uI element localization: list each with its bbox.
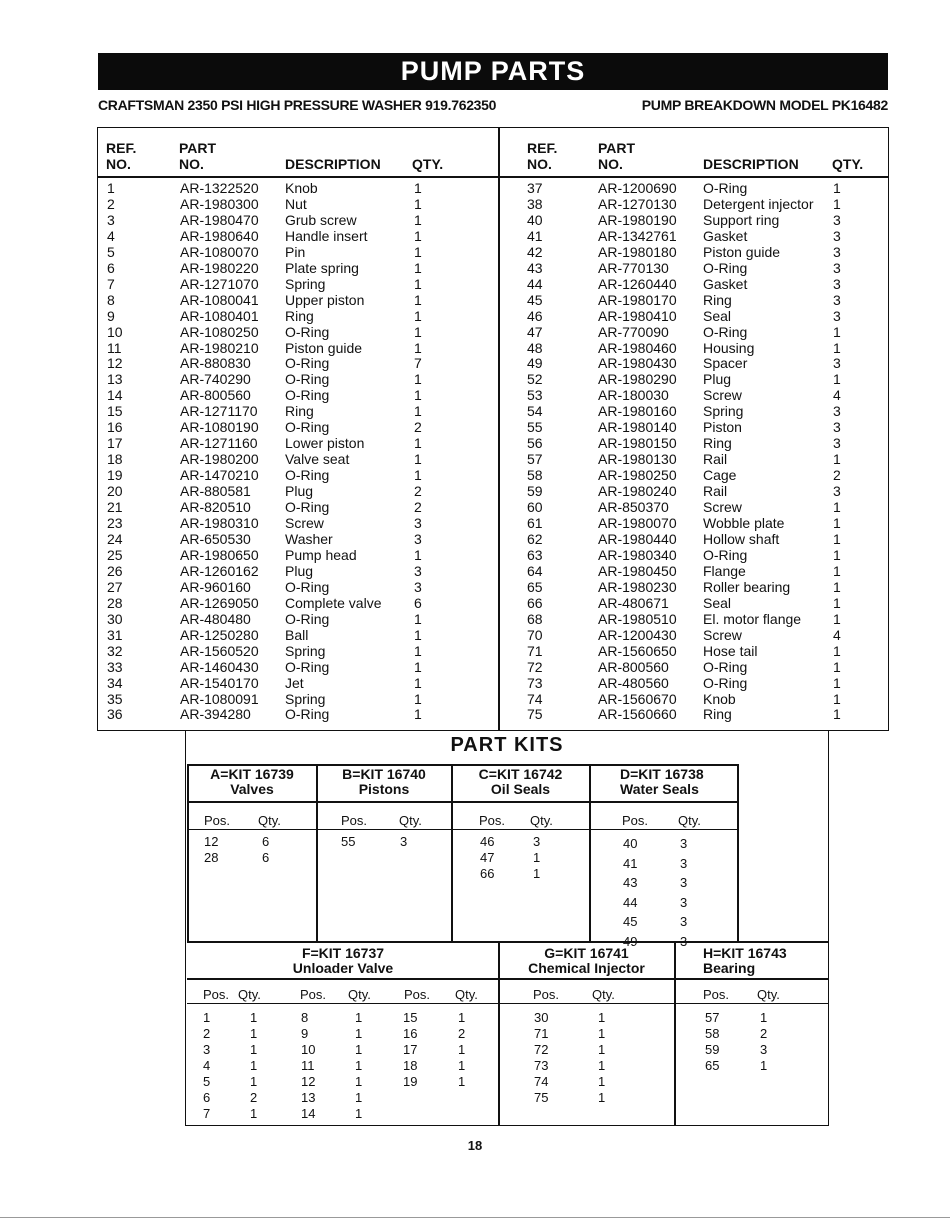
part-kits-title: PART KITS [450,734,564,756]
kit-f-qty-2: 1 1 1 1 1 1 1 [355,1010,363,1121]
kit-c-qty-label: Qty. [530,813,553,828]
model-subtitle: PUMP BREAKDOWN MODEL PK16482 [641,97,888,113]
header-ref-bottom: NO. [527,156,552,172]
kit-a-qty: 6 6 [262,834,270,865]
kit-d-pos: 40 41 43 44 45 49 [623,836,638,949]
kit-c-pos-label: Pos. [479,813,506,828]
kit-g-desc: Chemical Injector [528,960,645,976]
kit-h-qty: 1 2 3 1 [760,1010,768,1073]
kit-g-qty-label: Qty. [592,987,615,1002]
kit-h-name: H=KIT 16743 [703,945,787,961]
kit-a-header [188,767,316,797]
kit-h-qty-label: Qty. [757,987,780,1002]
kit-d-qty-label: Qty. [678,813,701,828]
kit-g-name: G=KIT 16741 [544,945,629,961]
kit-h-pos-label: Pos. [703,987,730,1002]
kit-f-pos-label-2: Pos. [300,987,327,1002]
kit-a-pos-label: Pos. [204,813,231,828]
kit-b-qty: 3 [400,834,408,849]
kit-h-desc: Bearing [703,960,756,976]
header-part-bottom: NO. [598,156,623,172]
kit-h-pos: 57 58 59 65 [705,1010,720,1073]
desc-column-left: Knob Nut Grub screw Handle insert Pin Plate spring Spring Upper piston Ring O-Ring Piston guide O-Ring O-Ring O-Ring Ring O-Ring Lower piston Valve seat O-Ring Plug O-Ring Screw Washer Pump head Plug O-Ring Complete valve O-Ring Ball Spring O-Ring Jet Spring O-Ring [285,180,382,723]
kit-d-qty: 3 3 3 3 3 3 [680,836,688,949]
page-title: PUMP PARTS [400,56,586,86]
kit-f-qty-1: 1 1 1 1 1 2 1 [250,1010,258,1121]
parts-header-rule-left [97,176,499,178]
kit-g-pos: 30 71 72 73 74 75 [534,1010,549,1105]
parts-table-divider [498,127,500,731]
header-ref-right [527,140,557,172]
header-part-right [598,140,635,172]
kit-a-name: A=KIT 16739 [210,766,294,782]
header-qty-right: QTY. [832,156,864,172]
kit-c-pos: 46 47 66 [480,834,495,881]
page-number: 18 [467,1138,483,1153]
kit-g-qty: 1 1 1 1 1 1 [598,1010,606,1105]
kit-f-pos-label-1: Pos. [203,987,230,1002]
qty-column-left: 1 1 1 1 1 1 1 1 1 1 1 7 1 1 1 2 1 1 1 2 2 3 3 1 3 3 6 1 1 1 1 1 1 1 [414,180,422,723]
header-part-top: PART [179,140,217,156]
part-column-right: AR-1200690 AR-1270130 AR-1980190 AR-1342761 AR-1980180 AR-770130 AR-1260440 AR-1980170 AR-1980410 AR-770090 AR-1980460 AR-1980430 AR-1980290 AR-180030 AR-1980160 AR-1980140 AR-1980150 AR-1980130 AR-1980250 AR-1980240 AR-850370 AR-1980070 AR-1980440 AR-1980340 AR-1980450 AR-1980230 AR-480671 AR-1980510 AR-1200430 AR-1560650 AR-800560 AR-480560 AR-1560670 AR-1560660 [598,180,677,723]
kit-d-header [590,767,737,797]
kit-f-pos-2: 8 9 10 11 12 13 14 [301,1010,316,1121]
kit-b-name: B=KIT 16740 [342,766,426,782]
kit-f-pos-label-3: Pos. [404,987,431,1002]
qty-column-right: 1 1 3 3 3 3 3 3 3 1 1 3 1 4 3 3 3 1 2 3 1 1 1 1 1 1 1 1 4 1 1 1 1 1 [833,180,841,723]
header-ref-top: REF. [527,140,558,156]
kits-middle-rule [187,941,829,943]
ref-column-right: 37 38 40 41 42 43 44 45 46 47 48 49 52 53 54 55 56 57 58 59 60 61 62 63 64 65 66 68 70 71 72 73 74 75 [527,180,543,723]
kit-f-qty-label-1: Qty. [238,987,261,1002]
kit-b-desc: Pistons [358,781,410,797]
kit-b-pos: 55 [341,834,356,849]
product-subtitle: CRAFTSMAN 2350 PSI HIGH PRESSURE WASHER 919.762350 [98,97,497,113]
kit-a-pos: 12 28 [204,834,219,865]
kit-f-header [188,946,498,976]
kit-b-qty-label: Qty. [399,813,422,828]
kit-a-desc: Valves [230,781,274,797]
header-ref-top: REF. [106,140,137,156]
kits-header-rule [187,801,737,803]
header-part-top: PART [598,140,636,156]
kit-b-header [317,767,451,797]
part-column-left: AR-1322520 AR-1980300 AR-1980470 AR-1980640 AR-1080070 AR-1980220 AR-1271070 AR-1080041 AR-1080401 AR-1080250 AR-1980210 AR-880830 AR-740290 AR-800560 AR-1271170 AR-1080190 AR-1271160 AR-1980200 AR-1470210 AR-880581 AR-820510 AR-1980310 AR-650530 AR-1980650 AR-1260162 AR-960160 AR-1269050 AR-480480 AR-1250280 AR-1560520 AR-1460430 AR-1540170 AR-1080091 AR-394280 [180,180,259,723]
header-part-bottom: NO. [179,156,204,172]
kits-subheader-rule [187,829,737,830]
kit-f-qty-3: 1 2 1 1 1 [458,1010,466,1089]
kit-f-qty-label-2: Qty. [348,987,371,1002]
kit-f-desc: Unloader Valve [292,960,394,976]
header-ref-left [106,140,136,172]
kit-c-name: C=KIT 16742 [478,766,563,782]
header-qty-left: QTY. [412,156,444,172]
ref-column-left: 1 2 3 4 5 6 7 8 9 10 11 12 13 14 15 16 17 18 19 20 21 23 24 25 26 27 28 30 31 32 33 34 35 36 [107,180,123,723]
kits-vline [737,764,739,942]
kit-g-pos-label: Pos. [533,987,560,1002]
header-part-left [179,140,216,172]
kit-g-header [499,946,674,976]
kit-f-pos-3: 15 16 17 18 19 [403,1010,418,1089]
kit-d-desc: Water Seals [620,781,699,797]
header-ref-bottom: NO. [106,156,131,172]
kit-d-pos-label: Pos. [622,813,649,828]
kit-c-qty: 3 1 1 [533,834,541,881]
kit-f-pos-1: 1 2 3 4 5 6 7 [203,1010,211,1121]
kits-bottom-subheader-rule [187,1003,829,1004]
desc-column-right: O-Ring Detergent injector Support ring Gasket Piston guide O-Ring Gasket Ring Seal O-Ring Housing Spacer Plug Screw Spring Piston Ring Rail Cage Rail Screw Wobble plate Hollow shaft O-Ring Flange Roller bearing Seal El. motor flange Screw Hose tail O-Ring O-Ring Knob Ring [703,180,814,723]
kits-bottom-header-rule [187,978,829,980]
kit-c-header [452,767,589,797]
parts-header-rule-right [499,176,889,178]
kit-h-header [675,946,829,976]
kit-d-name: D=KIT 16738 [620,766,704,782]
kit-c-desc: Oil Seals [490,781,551,797]
kit-a-qty-label: Qty. [258,813,281,828]
page-title-bar [98,53,888,90]
bottom-rule [0,1217,950,1218]
kit-f-qty-label-3: Qty. [455,987,478,1002]
kit-f-name: F=KIT 16737 [301,945,385,961]
header-desc-left: DESCRIPTION [285,156,381,172]
header-desc-right: DESCRIPTION [703,156,799,172]
kit-b-pos-label: Pos. [341,813,368,828]
